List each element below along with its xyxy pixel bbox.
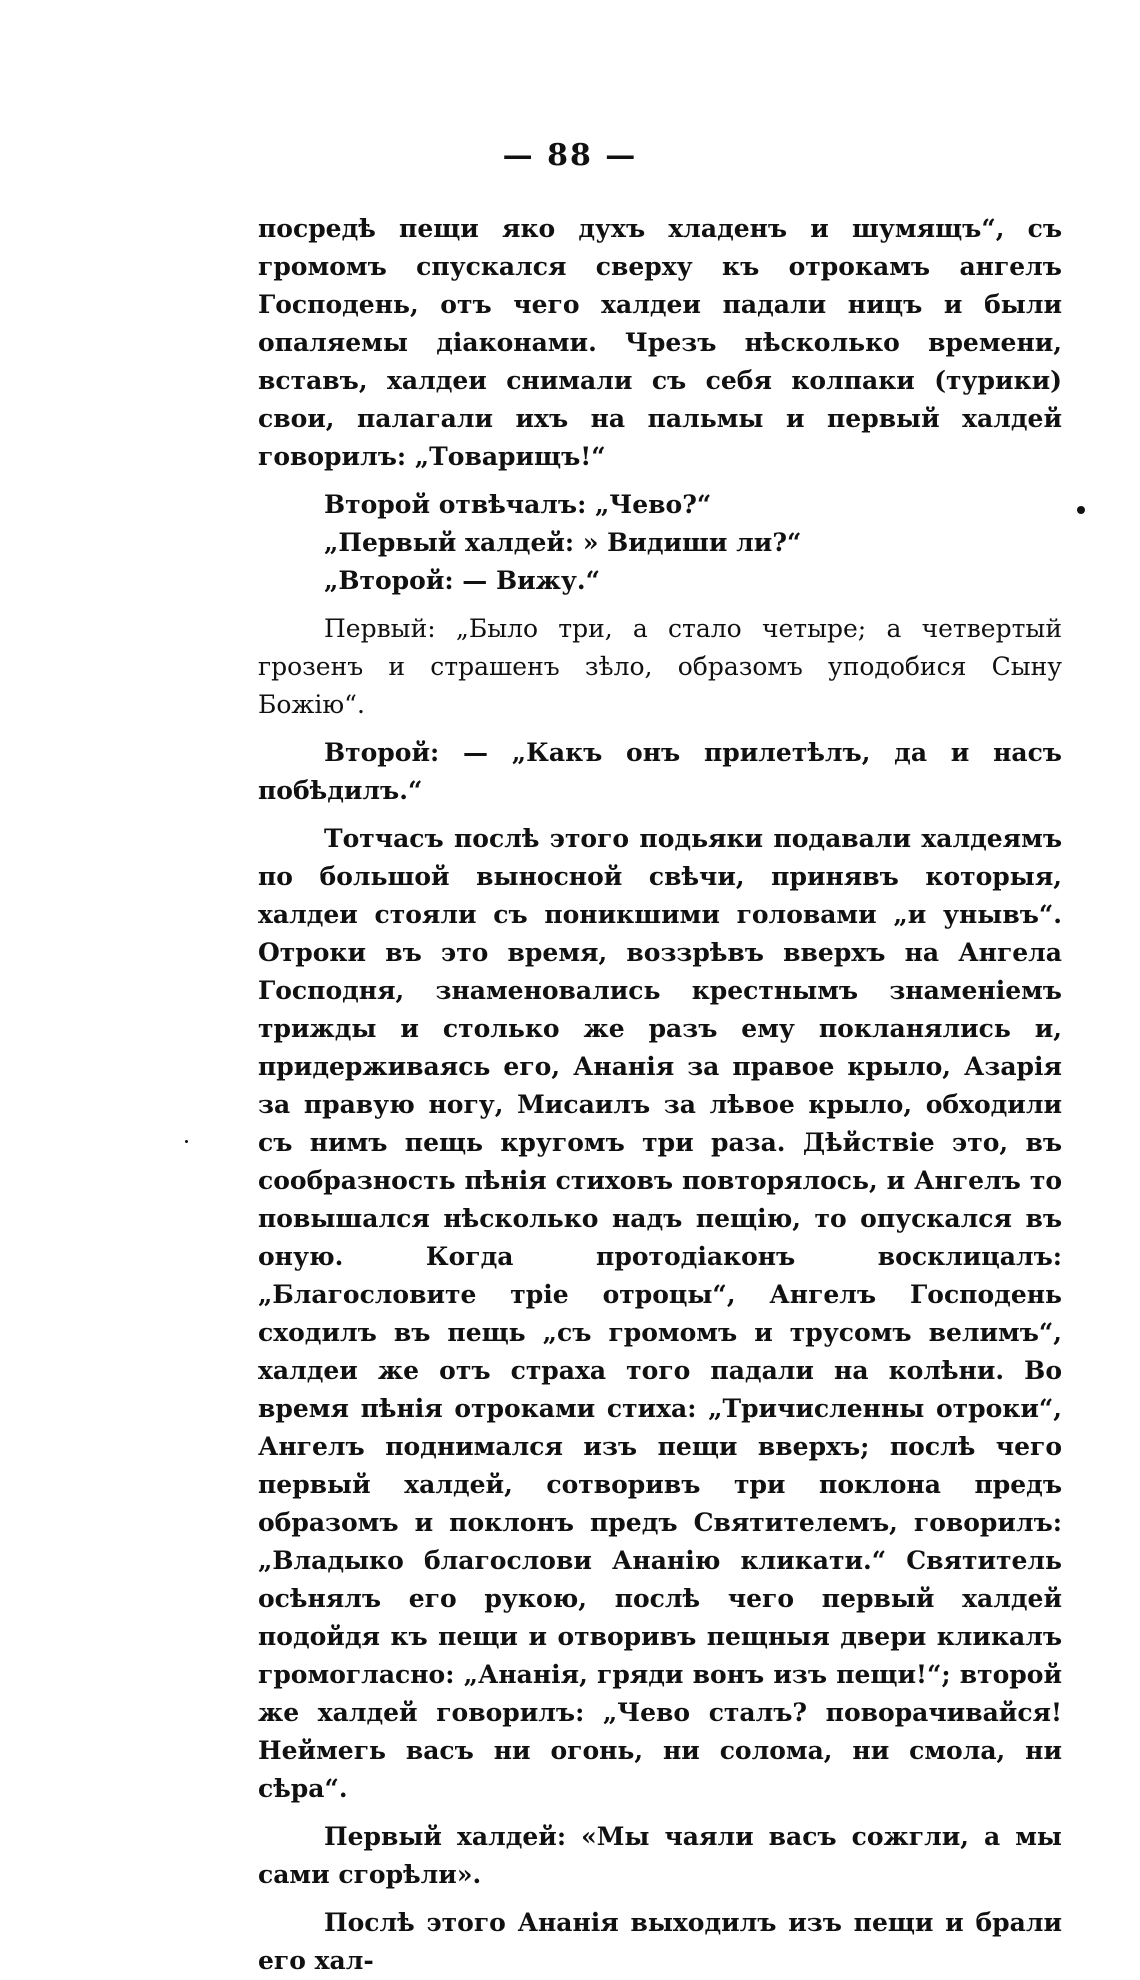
paragraph-5: Первый: „Было три, а стало четыре; а четвертый грозенъ и страшенъ зѣло, образомъ уподобися Сыну Божію“. <box>258 614 1062 719</box>
ink-spot-small <box>185 1140 188 1143</box>
paragraph-8: Первый халдей: «Мы чаяли васъ сожгли, а мы сами сгорѣли». <box>258 1822 1062 1889</box>
paragraph-9: Послѣ этого Ананія выходилъ изъ пещи и брали его хал- <box>258 1908 1062 1975</box>
ink-spot <box>1077 506 1085 514</box>
page-number: — 88 — <box>502 138 638 173</box>
paragraph-2: Второй отвѣчалъ: „Чево?“ <box>324 490 712 519</box>
text-column <box>258 210 1062 1980</box>
paragraph-3: „Первый халдей: » Видиши ли?“ <box>324 528 802 557</box>
paragraph-1: посредѣ пещи яко духъ хладенъ и шумящъ“, съ громомъ спускался сверху къ отрокамъ ангелъ Господень, отъ чего халдеи падали ницъ и были опаляемы діаконами. Чрезъ нѣсколько времени, вставъ, халдеи снимали съ себя колпаки (турики) свои, палагали ихъ на пальмы и первый халдей говорилъ: „Товарищъ!“ <box>258 214 1062 471</box>
paragraph-4: „Второй: — Вижу.“ <box>324 566 601 595</box>
paragraph-6: Второй: — „Какъ онъ прилетѣлъ, да и насъ побѣдилъ.“ <box>258 738 1062 805</box>
paragraph-7: Тотчасъ послѣ этого подьяки подавали халдеямъ по большой выносной свѣчи, принявъ которыя, халдеи стояли съ поникшими головами „и унывъ“. Отроки въ это время, воззрѣвъ вверхъ на Ангела Господня, знаменовались крестнымъ знаменіемъ трижды и столько же разъ ему покланялись и, придерживаясь его, Ананія за правое крыло, Азарія за правую ногу, Мисаилъ за лѣвое крыло, обходили съ нимъ пещь кругомъ три раза. Дѣйствіе это, въ сообразность пѣнія стиховъ повторялось, и Ангелъ то повышался нѣсколько надъ пещію, то опускался въ оную. Когда протодіаконъ восклицалъ: „Благословите тріе отроцы“, Ангелъ Господень сходилъ въ пещь „съ громомъ и трусомъ велимъ“, халдеи же отъ страха того падали на колѣни. Во время пѣнія отроками стиха: „Тричисленны отроки“, Ангелъ поднимался изъ пещи вверхъ; послѣ чего первый халдей, сотворивъ три поклона предъ образомъ и поклонъ предъ Святителемъ, говорилъ: „Владыко благослови Ананію кликати.“ Святитель осѣнялъ его рукою, послѣ чего первый халдей подойдя къ пещи и отворивъ пещныя двери кликалъ громогласно: „Ананія, гряди вонъ изъ пещи!“; второй же халдей говорилъ: „Чево сталъ? поворачивайся! Неймегь васъ ни огонь, ни солома, ни смола, ни сѣра“. <box>258 824 1062 1803</box>
